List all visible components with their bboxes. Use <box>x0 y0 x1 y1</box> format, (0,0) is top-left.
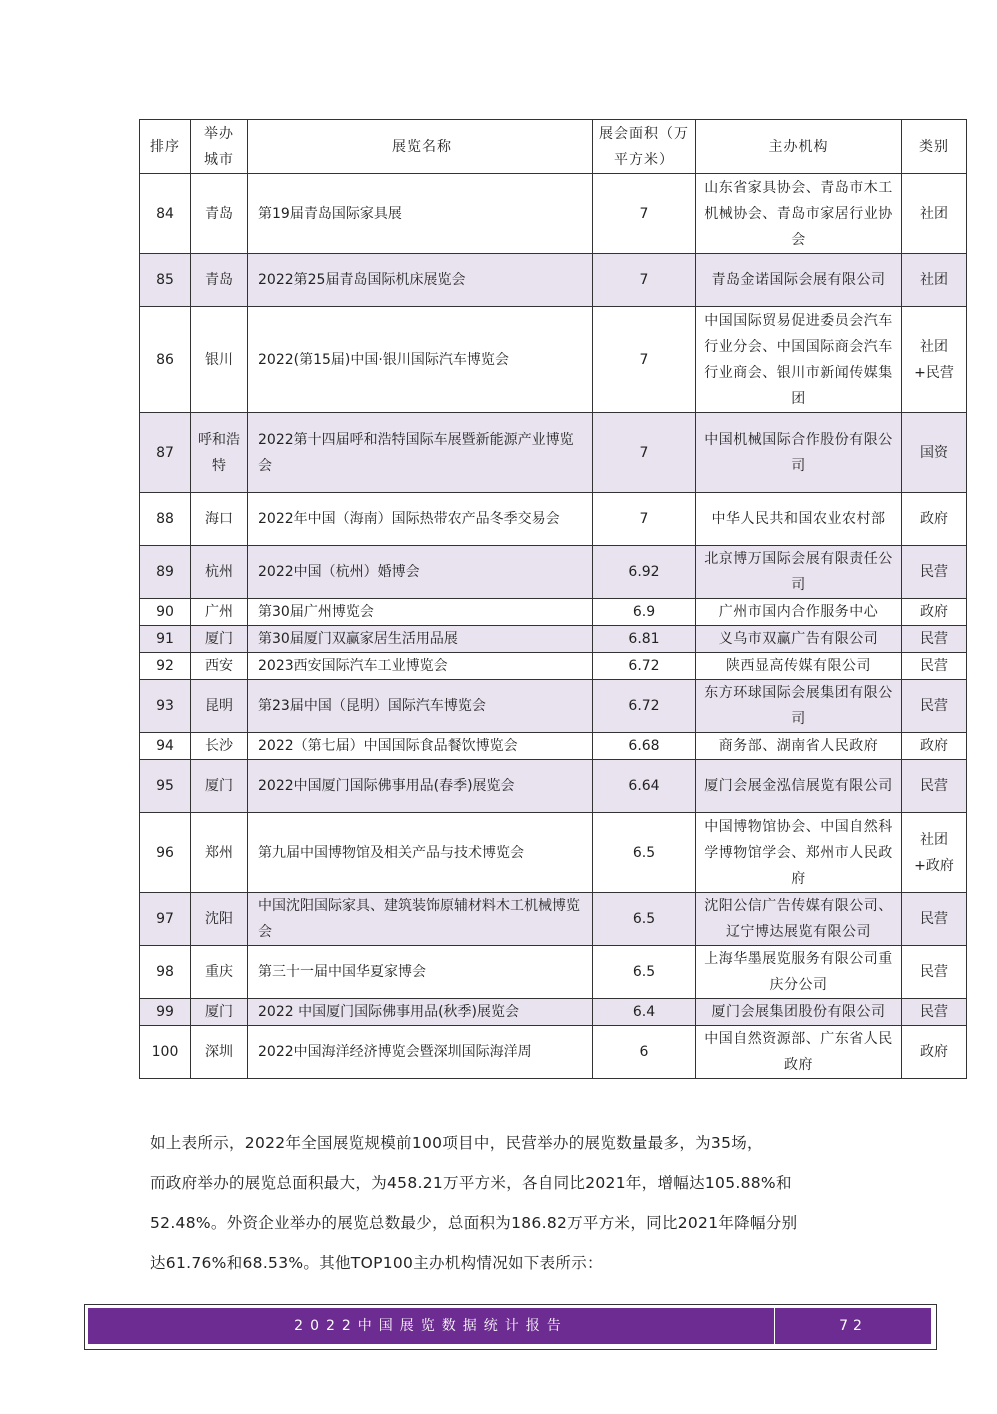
cell-name: 第23届中国（昆明）国际汽车博览会 <box>248 680 593 733</box>
cell-rank: 89 <box>140 546 191 599</box>
cell-rank: 87 <box>140 413 191 493</box>
cell-rank: 92 <box>140 653 191 680</box>
cell-name: 2022中国厦门国际佛事用品(春季)展览会 <box>248 760 593 813</box>
cell-organizer: 青岛金诺国际会展有限公司 <box>696 254 902 307</box>
table-row <box>140 946 967 999</box>
cell-area: 6.72 <box>593 653 696 680</box>
cell-rank: 90 <box>140 599 191 626</box>
cell-area: 6.81 <box>593 626 696 653</box>
table-row <box>140 254 967 307</box>
cell-area: 6.5 <box>593 946 696 999</box>
cell-rank: 95 <box>140 760 191 813</box>
cell-name: 第30届厦门双赢家居生活用品展 <box>248 626 593 653</box>
cell-category: 社团 <box>902 174 967 254</box>
cell-city: 杭州 <box>191 546 248 599</box>
cell-name: 第三十一届中国华夏家博会 <box>248 946 593 999</box>
cell-city: 长沙 <box>191 733 248 760</box>
cell-organizer: 厦门会展金泓信展览有限公司 <box>696 760 902 813</box>
cell-organizer: 商务部、湖南省人民政府 <box>696 733 902 760</box>
table-row <box>140 680 967 733</box>
table-row <box>140 653 967 680</box>
table-row <box>140 813 967 893</box>
header-category: 类别 <box>902 120 967 174</box>
cell-organizer: 陕西显高传媒有限公司 <box>696 653 902 680</box>
paragraph-line-3: 52.48%。外资企业举办的展览总数最少，总面积为186.82万平方米，同比2021年降幅分别 <box>150 1214 798 1232</box>
cell-name: 2022 中国厦门国际佛事用品(秋季)展览会 <box>248 999 593 1026</box>
cell-city: 西安 <box>191 653 248 680</box>
cell-city: 青岛 <box>191 254 248 307</box>
header-rank: 排序 <box>140 120 191 174</box>
cell-organizer: 厦门会展集团股份有限公司 <box>696 999 902 1026</box>
cell-name: 第19届青岛国际家具展 <box>248 174 593 254</box>
cell-name: 第30届广州博览会 <box>248 599 593 626</box>
cell-category: 政府 <box>902 733 967 760</box>
cell-category: 民营 <box>902 893 967 946</box>
cell-rank: 84 <box>140 174 191 254</box>
cell-category: 社团 <box>902 254 967 307</box>
cell-rank: 97 <box>140 893 191 946</box>
table-row <box>140 999 967 1026</box>
cell-area: 6.64 <box>593 760 696 813</box>
cell-category: 民营 <box>902 999 967 1026</box>
table-row <box>140 893 967 946</box>
table-row <box>140 1026 967 1079</box>
paragraph-line-1: 如上表所示，2022年全国展览规模前100项目中，民营举办的展览数量最多，为35场， <box>150 1134 763 1152</box>
header-organizer: 主办机构 <box>696 120 902 174</box>
cell-organizer: 北京博万国际会展有限责任公司 <box>696 546 902 599</box>
cell-rank: 88 <box>140 493 191 546</box>
cell-name: 2022第十四届呼和浩特国际车展暨新能源产业博览会 <box>248 413 593 493</box>
cell-name: 2022(第15届)中国·银川国际汽车博览会 <box>248 307 593 413</box>
table-row <box>140 493 967 546</box>
cell-area: 6.5 <box>593 813 696 893</box>
cell-category: 社团+民营 <box>902 307 967 413</box>
cell-category: 民营 <box>902 680 967 733</box>
cell-category: 民营 <box>902 946 967 999</box>
cell-city: 青岛 <box>191 174 248 254</box>
header-area: 展会面积（万平方米） <box>593 120 696 174</box>
table-row <box>140 599 967 626</box>
cell-organizer: 山东省家具协会、青岛市木工机械协会、青岛市家居行业协会 <box>696 174 902 254</box>
cell-name: 2023西安国际汽车工业博览会 <box>248 653 593 680</box>
cell-organizer: 中国国际贸易促进委员会汽车行业分会、中国国际商会汽车行业商会、银川市新闻传媒集团 <box>696 307 902 413</box>
cell-city: 海口 <box>191 493 248 546</box>
cell-area: 6.92 <box>593 546 696 599</box>
cell-organizer: 沈阳公信广告传媒有限公司、辽宁博达展览有限公司 <box>696 893 902 946</box>
cell-rank: 99 <box>140 999 191 1026</box>
cell-city: 厦门 <box>191 760 248 813</box>
cell-area: 6.4 <box>593 999 696 1026</box>
cell-name: 2022（第七届）中国国际食品餐饮博览会 <box>248 733 593 760</box>
table-row <box>140 733 967 760</box>
cell-organizer: 中国博物馆协会、中国自然科学博物馆学会、郑州市人民政府 <box>696 813 902 893</box>
table-header-row <box>140 120 967 174</box>
cell-organizer: 中华人民共和国农业农村部 <box>696 493 902 546</box>
cell-city: 昆明 <box>191 680 248 733</box>
cell-organizer: 广州市国内合作服务中心 <box>696 599 902 626</box>
cell-category: 政府 <box>902 493 967 546</box>
cell-city: 厦门 <box>191 626 248 653</box>
paragraph-line-4: 达61.76%和68.53%。其他TOP100主办机构情况如下表所示： <box>150 1254 603 1272</box>
cell-rank: 86 <box>140 307 191 413</box>
footer-report-title: 2022中国展览数据统计报告 <box>294 1318 568 1334</box>
cell-organizer: 中国自然资源部、广东省人民政府 <box>696 1026 902 1079</box>
cell-category: 国资 <box>902 413 967 493</box>
cell-rank: 93 <box>140 680 191 733</box>
header-name: 展览名称 <box>248 120 593 174</box>
cell-area: 6 <box>593 1026 696 1079</box>
cell-area: 6.5 <box>593 893 696 946</box>
cell-city: 沈阳 <box>191 893 248 946</box>
cell-organizer: 中国机械国际合作股份有限公司 <box>696 413 902 493</box>
cell-city: 银川 <box>191 307 248 413</box>
cell-name: 2022第25届青岛国际机床展览会 <box>248 254 593 307</box>
cell-organizer: 义乌市双赢广告有限公司 <box>696 626 902 653</box>
table-row <box>140 174 967 254</box>
table-row <box>140 413 967 493</box>
cell-area: 6.9 <box>593 599 696 626</box>
cell-city: 郑州 <box>191 813 248 893</box>
cell-rank: 100 <box>140 1026 191 1079</box>
footer-bar <box>88 1308 931 1344</box>
cell-category: 民营 <box>902 546 967 599</box>
cell-name: 2022中国海洋经济博览会暨深圳国际海洋周 <box>248 1026 593 1079</box>
cell-category: 政府 <box>902 1026 967 1079</box>
cell-category: 政府 <box>902 599 967 626</box>
cell-rank: 85 <box>140 254 191 307</box>
cell-area: 7 <box>593 413 696 493</box>
cell-rank: 94 <box>140 733 191 760</box>
cell-city: 重庆 <box>191 946 248 999</box>
cell-category: 民营 <box>902 760 967 813</box>
table-row <box>140 307 967 413</box>
cell-area: 6.72 <box>593 680 696 733</box>
footer-page-number: 72 <box>839 1318 867 1334</box>
table-row <box>140 546 967 599</box>
cell-rank: 91 <box>140 626 191 653</box>
cell-rank: 98 <box>140 946 191 999</box>
cell-city: 深圳 <box>191 1026 248 1079</box>
cell-area: 6.68 <box>593 733 696 760</box>
cell-area: 7 <box>593 254 696 307</box>
cell-area: 7 <box>593 307 696 413</box>
cell-category: 民营 <box>902 653 967 680</box>
table-row <box>140 626 967 653</box>
paragraph-line-2: 而政府举办的展览总面积最大，为458.21万平方米，各自同比2021年，增幅达105.88%和 <box>150 1174 792 1192</box>
cell-rank: 96 <box>140 813 191 893</box>
cell-name: 2022年中国（海南）国际热带农产品冬季交易会 <box>248 493 593 546</box>
cell-city: 厦门 <box>191 999 248 1026</box>
exhibition-ranking-table <box>139 119 967 1079</box>
cell-name: 2022中国（杭州）婚博会 <box>248 546 593 599</box>
cell-area: 7 <box>593 174 696 254</box>
cell-city: 广州 <box>191 599 248 626</box>
cell-category: 社团+政府 <box>902 813 967 893</box>
header-city: 举办城市 <box>191 120 248 174</box>
cell-organizer: 上海华墨展览服务有限公司重庆分公司 <box>696 946 902 999</box>
table-row <box>140 760 967 813</box>
cell-organizer: 东方环球国际会展集团有限公司 <box>696 680 902 733</box>
cell-name: 中国沈阳国际家具、建筑装饰原辅材料木工机械博览会 <box>248 893 593 946</box>
cell-name: 第九届中国博物馆及相关产品与技术博览会 <box>248 813 593 893</box>
cell-category: 民营 <box>902 626 967 653</box>
cell-city: 呼和浩特 <box>191 413 248 493</box>
cell-area: 7 <box>593 493 696 546</box>
